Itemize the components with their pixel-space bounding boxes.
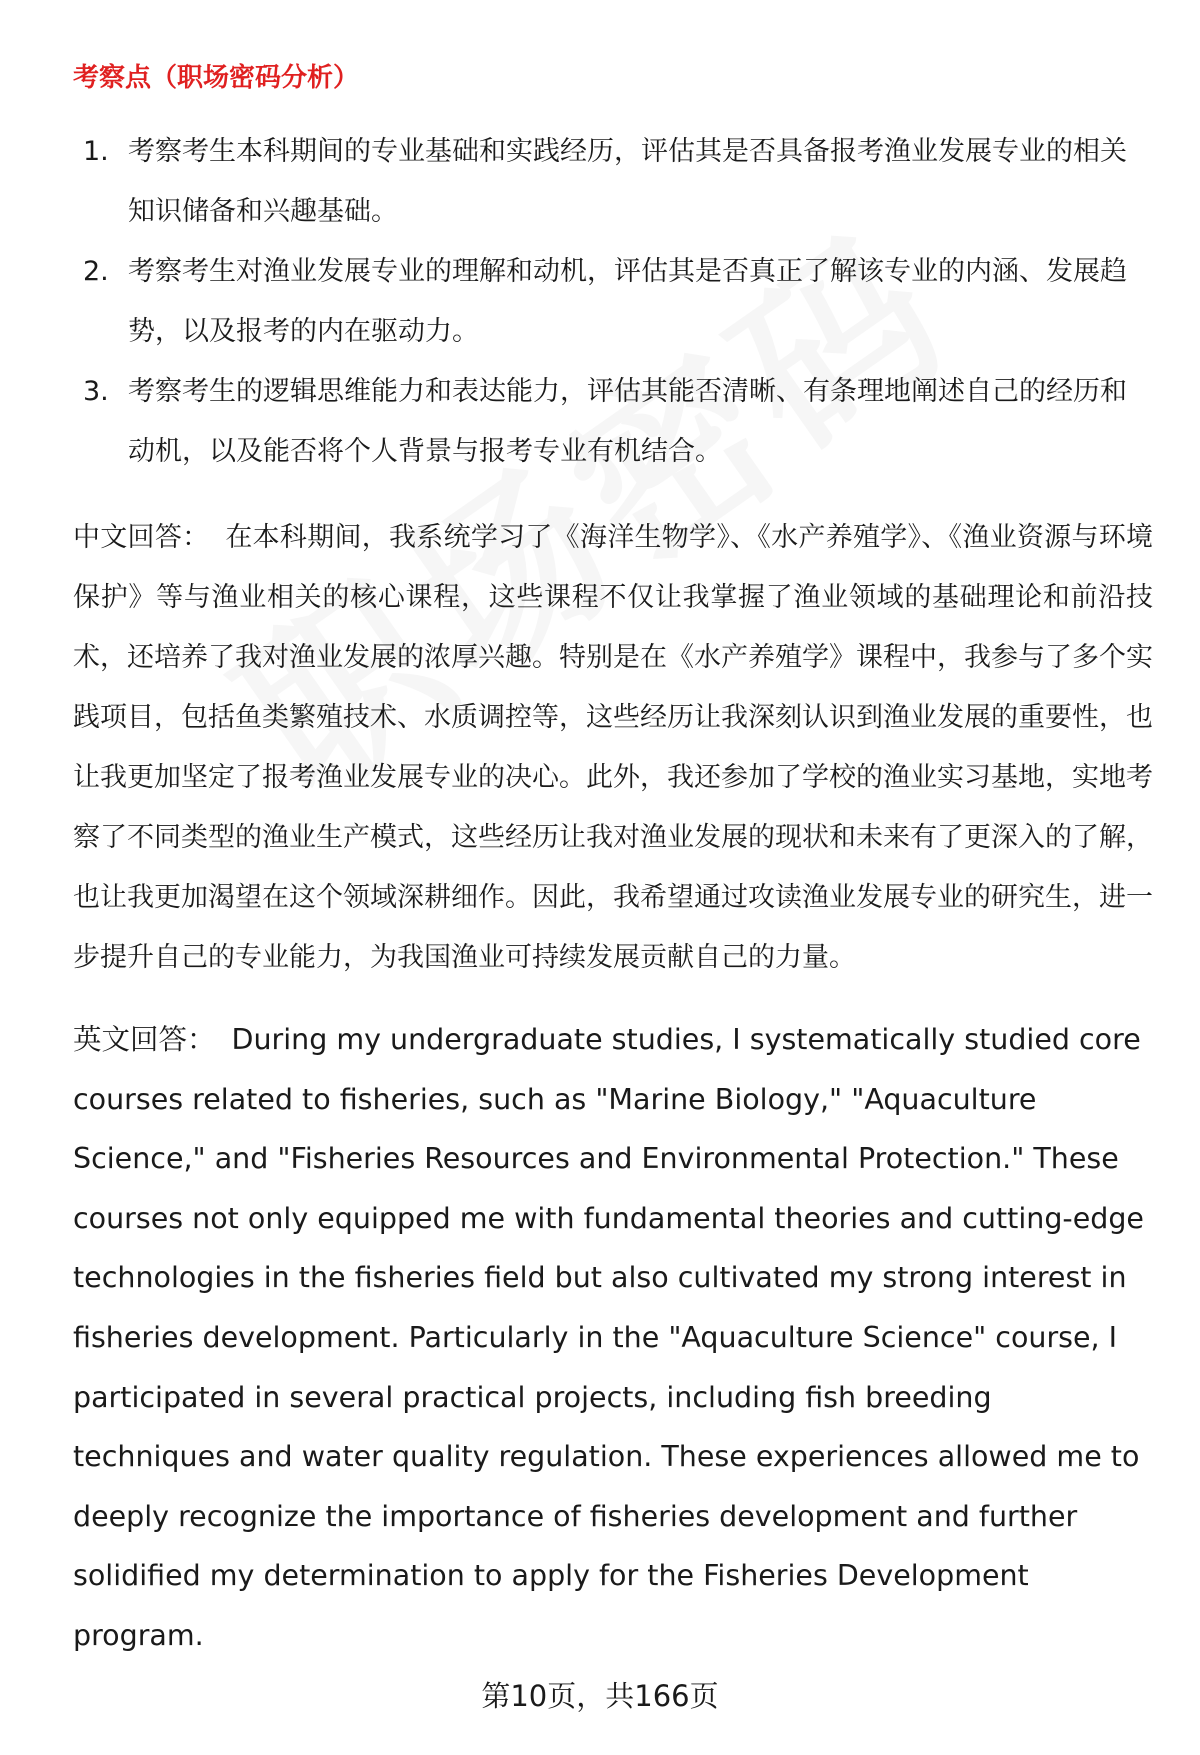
page-content [73, 60, 1153, 1688]
english-answer-text: During my undergraduate studies, I systematically studied core courses related to fisheries, such as "Marine Biology," "Aquaculture Science," and "Fisheries Resources and Environmental Protection." These courses not only equipped me with fundamental theories and cutting-edge technologies in the fisheries field but also cultivated my strong interest in fisheries development. Particularly in the "Aquaculture Science" course, I participated in several practical projects, including fish breeding techniques and water quality regulation. These experiences allowed me to deeply recognize the importance of fisheries development and further solidified my determination to apply for the Fisheries Development program. [73, 1023, 1144, 1652]
chinese-answer-paragraph [73, 508, 1153, 988]
list-item-text: 考察考生的逻辑思维能力和表达能力，评估其能否清晰、有条理地阐述自己的经历和动机，以及能否将个人背景与报考专业有机结合。 [128, 376, 1127, 467]
section-title: 考察点（职场密码分析） [73, 63, 360, 93]
list-item [73, 122, 1153, 242]
list-item-text: 考察考生本科期间的专业基础和实践经历，评估其是否具备报考渔业发展专业的相关知识储备和兴趣基础。 [128, 136, 1127, 227]
list-item-text: 考察考生对渔业发展专业的理解和动机，评估其是否真正了解该专业的内涵、发展趋势，以及报考的内在驱动力。 [128, 256, 1127, 347]
assessment-points-list [73, 122, 1153, 482]
list-item [73, 362, 1153, 482]
chinese-answer-label: 中文回答： [73, 522, 210, 553]
list-item-number: 1. [83, 136, 109, 167]
english-answer-label: 英文回答： [73, 1023, 216, 1056]
page-number: 第10页，共166页 [481, 1679, 719, 1713]
list-item-number: 3. [83, 376, 109, 407]
chinese-answer-text: 在本科期间，我系统学习了《海洋生物学》、《水产养殖学》、《渔业资源与环境保护》等与渔业相关的核心课程，这些课程不仅让我掌握了渔业领域的基础理论和前沿技术，还培养了我对渔业发展的浓厚兴趣。特别是在《水产养殖学》课程中，我参与了多个实践项目，包括鱼类繁殖技术、水质调控等，这些经历让我深刻认识到渔业发展的重要性，也让我更加坚定了报考渔业发展专业的决心。此外，我还参加了学校的渔业实习基地，实地考察了不同类型的渔业生产模式，这些经历让我对渔业发展的现状和未来有了更深入的了解，也让我更加渴望在这个领域深耕细作。因此，我希望通过攻读渔业发展专业的研究生，进一步提升自己的专业能力，为我国渔业可持续发展贡献自己的力量。 [73, 522, 1153, 973]
list-item-number: 2. [83, 256, 109, 287]
list-item [73, 242, 1153, 362]
english-answer-paragraph [73, 1010, 1153, 1666]
